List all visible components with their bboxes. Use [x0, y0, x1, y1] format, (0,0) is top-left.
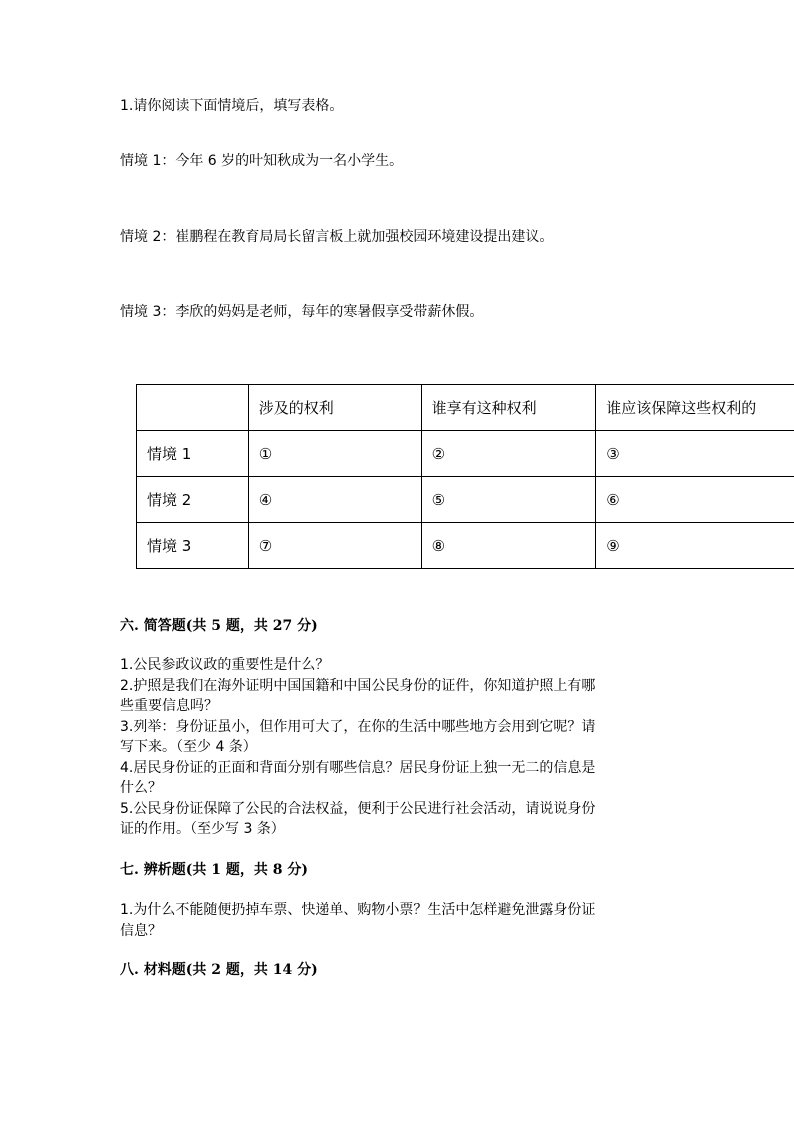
question-line: 写下来。（至少 4 条） [120, 739, 257, 755]
row-label: 情境 2 [137, 477, 249, 523]
question-line: 些重要信息吗？ [120, 698, 218, 714]
table-header-empty [137, 385, 249, 431]
question-line: 3.列举：身份证虽小，但作用可大了，在你的生活中哪些地方会用到它呢？请 [120, 718, 596, 735]
question-line: 2.护照是我们在海外证明中国国籍和中国公民身份的证件，你知道护照上有哪 [120, 677, 596, 694]
scenario-2: 情境 2：崔鹏程在教育局局长留言板上就加强校园环境建设提出建议。 [120, 229, 554, 245]
section-6-title: 六. 简答题(共 5 题，共 27 分) [120, 618, 318, 634]
question-line: 4.居民身份证的正面和背面分别有哪些信息？居民身份证上独一无二的信息是 [120, 759, 596, 776]
section-6-questions [120, 655, 672, 840]
question-intro: 1.请你阅读下面情境后，填写表格。 [120, 98, 344, 114]
table-row [137, 523, 794, 569]
table-cell: ② [421, 431, 596, 477]
row-label: 情境 1 [137, 431, 249, 477]
question-line: 信息？ [120, 922, 162, 939]
question-line: 1.为什么不能随便扔掉车票、快递单、购物小票？生活中怎样避免泄露身份证 [120, 902, 596, 918]
table-cell: ⑨ [596, 523, 794, 569]
scenario-1: 情境 1：今年 6 岁的叶知秋成为一名小学生。 [120, 153, 404, 169]
table-cell: ⑥ [596, 477, 794, 523]
rights-table [136, 384, 794, 569]
table-cell: ⑦ [248, 523, 421, 569]
table-cell: ⑧ [421, 523, 596, 569]
table-header-rights: 涉及的权利 [248, 385, 421, 431]
table-cell: ⑤ [421, 477, 596, 523]
table-cell: ③ [596, 431, 794, 477]
section-7-title: 七. 辨析题(共 1 题，共 8 分) [120, 862, 308, 878]
table-cell: ④ [248, 477, 421, 523]
table-header-holder: 谁享有这种权利 [421, 385, 596, 431]
row-label: 情境 3 [137, 523, 249, 569]
question-line: 1.公民参政议政的重要性是什么？ [120, 657, 330, 673]
scenario-3: 情境 3：李欣的妈妈是老师，每年的寒暑假享受带薪休假。 [120, 304, 484, 320]
question-line: 5.公民身份证保障了公民的合法权益，便利于公民进行社会活动，请说说身份 [120, 800, 596, 817]
table-row [137, 431, 794, 477]
table-header-row [137, 385, 794, 431]
section-7-questions [120, 900, 672, 941]
table-header-guarantor: 谁应该保障这些权利的 [596, 385, 794, 431]
section-8-title: 八. 材料题(共 2 题，共 14 分) [120, 962, 318, 978]
table-cell: ① [248, 431, 421, 477]
question-line: 证的作用。（至少写 3 条） [120, 821, 285, 837]
question-line: 什么？ [120, 780, 162, 796]
table-row [137, 477, 794, 523]
